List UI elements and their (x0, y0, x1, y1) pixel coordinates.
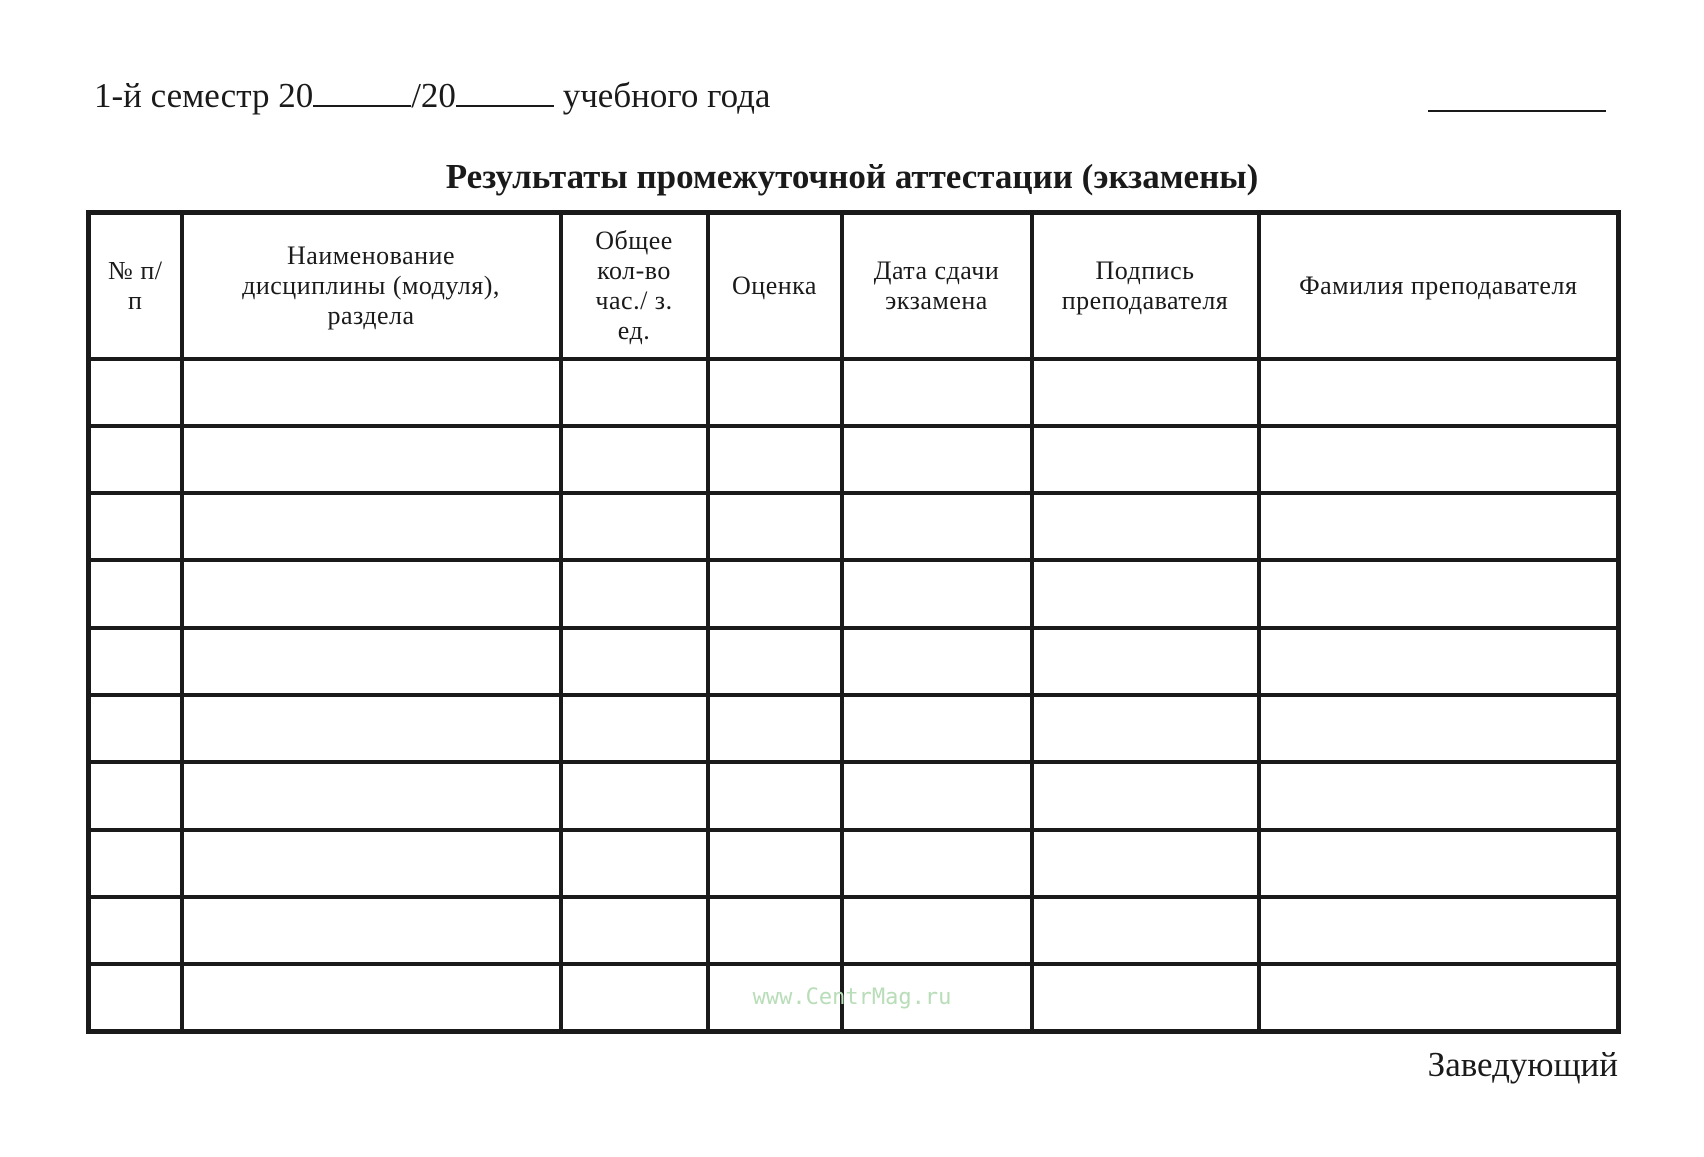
table-cell[interactable] (89, 426, 182, 493)
top-right-blank[interactable] (1428, 110, 1606, 112)
table-cell[interactable] (1259, 628, 1619, 695)
table-cell[interactable] (1032, 695, 1259, 762)
table-cell[interactable] (1032, 762, 1259, 829)
table-cell[interactable] (1259, 560, 1619, 627)
table-row (89, 830, 1619, 897)
table-cell[interactable] (708, 359, 842, 426)
table-cell[interactable] (1032, 897, 1259, 964)
table-row (89, 493, 1619, 560)
table-cell[interactable] (89, 560, 182, 627)
year-start-blank[interactable] (313, 79, 411, 107)
table-cell[interactable] (842, 695, 1032, 762)
table-cell[interactable] (708, 426, 842, 493)
table-cell[interactable] (842, 830, 1032, 897)
table-cell[interactable] (89, 359, 182, 426)
table-cell[interactable] (1259, 830, 1619, 897)
table-cell[interactable] (1032, 493, 1259, 560)
table-cell[interactable] (1259, 762, 1619, 829)
table-cell[interactable] (1032, 830, 1259, 897)
table-cell[interactable] (561, 695, 708, 762)
page-title: Результаты промежуточной аттестации (экзамены) (445, 157, 1259, 196)
table-cell[interactable] (182, 762, 561, 829)
table-row (89, 628, 1619, 695)
col-header-teacher-surname: Фамилия преподавателя (1259, 213, 1619, 359)
table-row (89, 897, 1619, 964)
table-cell[interactable] (1259, 493, 1619, 560)
table-cell[interactable] (561, 762, 708, 829)
table-row (89, 560, 1619, 627)
table-cell[interactable] (708, 628, 842, 695)
table-cell[interactable] (182, 628, 561, 695)
table-cell[interactable] (1259, 359, 1619, 426)
table-cell[interactable] (1259, 426, 1619, 493)
col-header-hours: Общее кол-во час./ з. ед. (561, 213, 708, 359)
table-cell[interactable] (842, 897, 1032, 964)
table-cell[interactable] (182, 359, 561, 426)
table-cell[interactable] (89, 830, 182, 897)
table-cell[interactable] (708, 762, 842, 829)
col-header-number: № п/п (89, 213, 182, 359)
year-end-blank[interactable] (456, 79, 554, 107)
table-cell[interactable] (842, 493, 1032, 560)
slash-year: /20 (411, 76, 456, 115)
table-cell[interactable] (89, 493, 182, 560)
table-cell[interactable] (708, 493, 842, 560)
col-header-grade: Оценка (708, 213, 842, 359)
table-header-row (89, 213, 1619, 359)
table-row (89, 426, 1619, 493)
table-cell[interactable] (1032, 359, 1259, 426)
table-cell[interactable] (89, 897, 182, 964)
col-header-exam-date: Дата сдачи экзамена (842, 213, 1032, 359)
table-cell[interactable] (89, 695, 182, 762)
col-header-teacher-signature: Подпись преподавателя (1032, 213, 1259, 359)
table-cell[interactable] (1032, 560, 1259, 627)
table-cell[interactable] (1259, 897, 1619, 964)
table-cell[interactable] (89, 762, 182, 829)
table-row (89, 695, 1619, 762)
exam-results-table (86, 210, 1621, 1034)
watermark: www.CentrMag.ru (752, 985, 952, 1010)
table-cell[interactable] (842, 628, 1032, 695)
table-cell[interactable] (561, 897, 708, 964)
table-cell[interactable] (182, 426, 561, 493)
table-cell[interactable] (1032, 426, 1259, 493)
table-row (89, 762, 1619, 829)
table-cell[interactable] (561, 560, 708, 627)
table-cell[interactable] (561, 426, 708, 493)
table-cell[interactable] (708, 897, 842, 964)
table-cell[interactable] (182, 897, 561, 964)
table-cell[interactable] (842, 762, 1032, 829)
table-cell[interactable] (182, 560, 561, 627)
footer-head-label: Заведующий (1427, 1045, 1618, 1084)
table-cell[interactable] (1032, 628, 1259, 695)
table-cell[interactable] (89, 628, 182, 695)
table-cell[interactable] (561, 628, 708, 695)
table-cell[interactable] (1259, 695, 1619, 762)
col-header-discipline: Наименование дисциплины (модуля), раздела (182, 213, 561, 359)
semester-prefix: 1-й семестр 20 (94, 76, 314, 115)
table-cell[interactable] (561, 359, 708, 426)
table-cell[interactable] (561, 493, 708, 560)
table-cell[interactable] (561, 830, 708, 897)
year-suffix: учебного года (553, 76, 771, 115)
table-cell[interactable] (708, 695, 842, 762)
table-cell[interactable] (708, 560, 842, 627)
table-cell[interactable] (842, 560, 1032, 627)
table-cell[interactable] (708, 830, 842, 897)
table-cell[interactable] (182, 695, 561, 762)
table-cell[interactable] (842, 359, 1032, 426)
table-cell[interactable] (182, 830, 561, 897)
table-row (89, 359, 1619, 426)
table-cell[interactable] (842, 426, 1032, 493)
semester-line (94, 76, 770, 116)
table-cell[interactable] (182, 493, 561, 560)
